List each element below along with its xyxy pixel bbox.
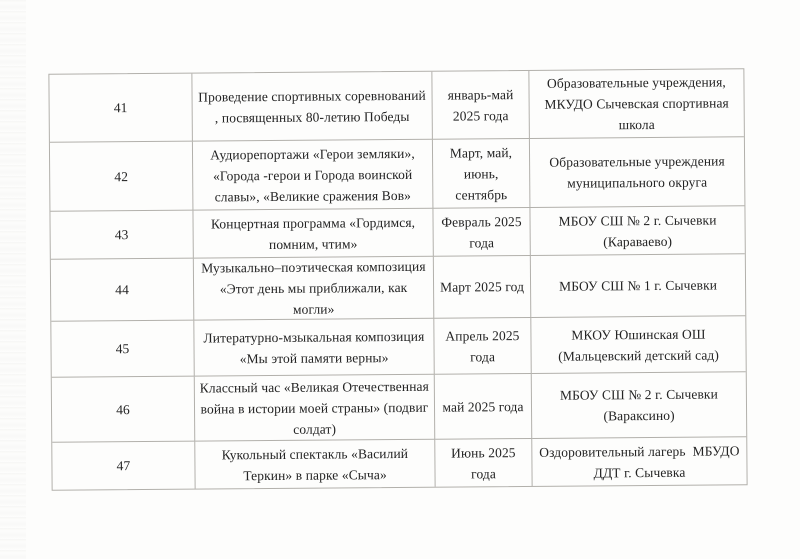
- venue-cell: Образовательные учреждения, МКУДО Сычевская спортивная школа: [529, 69, 744, 139]
- row-number-cell: 47: [52, 442, 195, 490]
- row-number-cell: 45: [51, 321, 194, 378]
- event-cell: Проведение спортивных соревнований , посвященных 80-летию Победы: [192, 72, 433, 142]
- event-cell: Концертная программа «Гордимся, помним, чтим»: [193, 209, 433, 259]
- date-cell: январь-май 2025 года: [432, 71, 530, 140]
- scan-edge-noise: [0, 0, 26, 559]
- table-row: [52, 437, 746, 489]
- event-cell: Кукольный спектакль «Василий Теркин» в парке «Сыча»: [195, 440, 435, 489]
- table-row: [50, 137, 745, 211]
- venue-cell: МБОУ СШ № 1 г. Сычевки: [531, 254, 745, 318]
- date-cell: май 2025 года: [435, 374, 533, 440]
- row-number-cell: 41: [49, 74, 193, 143]
- venue-cell: Образовательные учреждения муниципального округа: [530, 137, 745, 208]
- row-number-cell: 44: [51, 259, 194, 322]
- date-cell: Апрель 2025 года: [434, 318, 531, 375]
- date-cell: Март, май, июнь, сентябрь: [433, 139, 531, 209]
- event-cell: Аудиорепортажи «Герои земляки», «Города -герои и Города воинской славы», «Великие сражения Вов»: [193, 140, 434, 211]
- date-cell: Июнь 2025 года: [435, 439, 532, 487]
- venue-cell: МБОУ СШ № 2 г. Сычевки (Караваево): [530, 206, 744, 256]
- event-cell: Литературно-мзыкальная композиция «Мы этой памяти верны»: [194, 319, 434, 377]
- date-cell: Март 2025 год: [434, 256, 531, 319]
- row-number-cell: 46: [52, 377, 196, 443]
- event-cell: Музыкально–поэтическая композиция «Этот день мы приближали, как могли»: [194, 257, 434, 321]
- table-row: [51, 316, 745, 377]
- event-cell: Классный час «Великая Отечественная война в истории моей страны» (подвиг солдат): [195, 375, 436, 442]
- table-row: [50, 206, 744, 259]
- row-number-cell: 43: [50, 211, 193, 260]
- table-row: [52, 372, 746, 442]
- date-cell: Февраль 2025 года: [433, 208, 530, 257]
- events-table: [48, 68, 747, 490]
- table-row: [49, 69, 744, 142]
- table-row: [51, 254, 745, 321]
- row-number-cell: 42: [50, 142, 194, 212]
- venue-cell: МКОУ Юшинская ОШ (Мальцевский детский сад): [531, 316, 745, 374]
- venue-cell: МБОУ СШ № 2 г. Сычевки (Вараксино): [532, 372, 747, 439]
- venue-cell: Оздоровительный лагерь МБУДО ДДТ г. Сычевка: [539, 442, 740, 480]
